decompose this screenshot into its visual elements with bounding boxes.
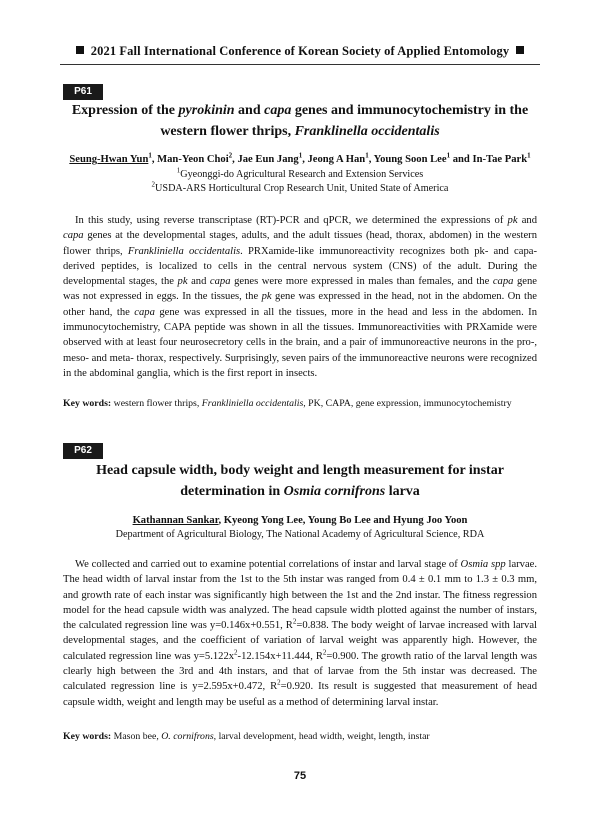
- page-number: 75: [293, 770, 307, 782]
- author-name: Young Soon Lee: [373, 154, 447, 165]
- authors-p61: Seung-Hwan Yun$^1$, Man-Yeon Choi$^2$, Jae Eun Jang$^1$, Jeong A Han$^1$, Young Soon Lee$^1$ and In-Tae Park$^1$: [69, 151, 531, 165]
- paper-tag-p62: P62: [63, 443, 103, 459]
- conference-header: [60, 44, 540, 59]
- keywords-p62: Key words: Mason bee, O. cornifrons, larval development, head width, weight, length, instar: [63, 731, 430, 742]
- author-name: Seung-Hwan Yun: [69, 154, 149, 165]
- paper-title-p61: Expression of the pyrokinin and capa genes and immunocytochemistry in the western flower thrips, Franklinella occidentalis: [71, 103, 529, 139]
- paper-tag-p61: P61: [63, 84, 103, 100]
- author-name: Jae Eun Jang: [237, 154, 299, 165]
- author-name: In-Tae Park: [472, 154, 528, 165]
- paper-title-p62: Head capsule width, body weight and length measurement for instar determination in Osmia cornifrons larva: [96, 463, 504, 499]
- author-name: Kathannan Sankar: [132, 515, 219, 526]
- conference-title: 2021 Fall International Conference of Korean Society of Applied Entomology: [90, 44, 510, 58]
- author-name: Man-Yeon Choi: [157, 154, 229, 165]
- square-bullet-icon: [76, 46, 84, 54]
- abstract-p61: In this study, using reverse transcriptase (RT)-PCR and qPCR, we determined the expressions of pk and capa genes at the developmental stages, adults, and the adult tissues (head, thorax, abdomen) in the western flower thrips, Frankliniella occidentalis. PRXamide-like immunoreactivity recognizes both pk- and capa-derived peptides, is localized to cells in the central nervous system (CNS) of the adult. During the developmental stages, the pk and capa genes were more expressed in males than females, and the capa gene was not expressed in eggs. In the tissues, the pk gene was expressed in the head, not in the abdomen. On the other hand, the capa gene was expressed in all the tissues, more in the head and less in the abdomen. In immunocytochemistry, CAPA peptide was shown in all the tissues. Immunoreactivities with PRXamide were observed with at least four neurosecretory cells in the brain, and a pair of immunoreactive neurons in the pro-, meso- and meta- thorax, respectively. Surprisingly, seven pairs of the immunoreactive neurons were recognized in the abdominal ganglia, which is the first report in insects.: [63, 215, 538, 379]
- affiliation-p61-1: $^1$Gyeonggi-do Agricultural Research and Extension Services: [176, 166, 424, 180]
- keywords-label: Key words:: [63, 731, 112, 742]
- header-divider: [60, 64, 540, 65]
- affiliation-p61-2: $^2$USDA-ARS Horticultural Crop Research Unit, United State of America: [151, 180, 449, 194]
- authors-p62: Kathannan Sankar, Kyeong Yong Lee, Young Bo Lee and Hyung Joo Yoon: [132, 515, 468, 526]
- author-name: Jeong A Han: [307, 154, 366, 165]
- keywords-p61: Key words: western flower thrips, Frankliniella occidentalis, PK, CAPA, gene expression, immunocytochemistry: [63, 398, 512, 409]
- affiliation-p62: Department of Agricultural Biology, The National Academy of Agricultural Science, RDA: [115, 529, 485, 540]
- keywords-label: Key words:: [63, 398, 112, 409]
- square-bullet-icon: [516, 46, 524, 54]
- abstract-p62: We collected and carried out to examine potential correlations of instar and larval stage of Osmia spp larvae. The head width of larval instar from the 1st to the 5th instar was ranged from 0.4 ± 0.1 mm to 1.3 ± 0.3 mm, and growth rate of each instar was significantly high between the 1st and the 2nd instar. The fitness regression model for the head capsule width was analyzed. The head capsule width plotted against the number of instars, the calculated regression line was y=0.146x+0.551, $R^2=0.838$. The body weight of larvae increased with larval developmental stages, and the coefficient of variation of larval weight was apparently high. However, the calculated regression line was $y=5.122x^2-12.154x+11.444$, $R^2=0.900$. The growth ratio of the larval length was clearly high between the 3rd and 4th instars, and that of larvae from the 5th instar was decreased. The calculated regression line is y=2.595x+0.472, $R^2=0.920$. Its result is suggested that measurement of head capsule width, weight and length may be useful as a method of determining larval instar.: [63, 559, 538, 708]
